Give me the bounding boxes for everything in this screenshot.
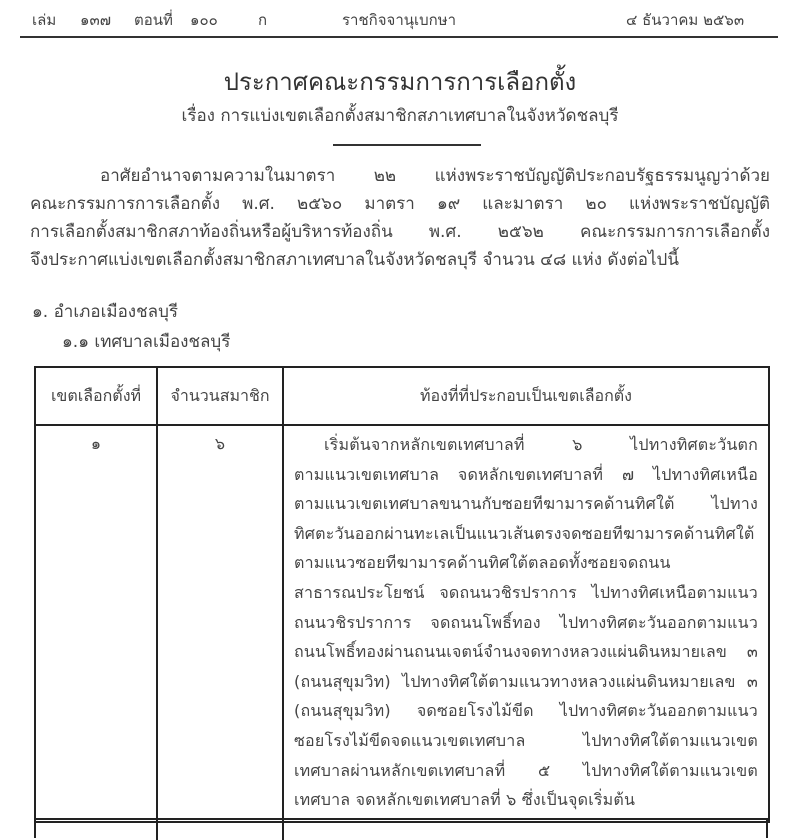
description-line: (ถนนสุขุมวิท) จดซอยโรงไม้ขีด ไปทางทิศตะวันออกตามแนว (294, 701, 758, 721)
header-divider (20, 36, 778, 38)
description-line: ถนนโพธิ์ทองผ่านถนนเจตน์จำนงจดทางหลวงแผ่นดินหมายเลข ๓ (294, 642, 758, 662)
publication-name: ราชกิจจานุเบกษา (342, 11, 457, 29)
table-row (35, 425, 769, 822)
description-line: ตามแนวเขตเทศบาลขนานกับซอยทีฆามารคด้านทิศใต้ ไปทาง (294, 494, 758, 514)
header-area: ท้องที่ที่ประกอบเป็นเขตเลือกตั้ง (283, 367, 769, 425)
electoral-zone-table (34, 366, 770, 823)
section-letter: ก (258, 11, 268, 29)
header-zone: เขตเลือกตั้งที่ (35, 367, 157, 425)
header-members: จำนวนสมาชิก (157, 367, 283, 425)
zone-number: ๑ (35, 425, 157, 822)
description-line: ซอยโรงไม้ขีดจดแนวเขตเทศบาล ไปทางทิศใต้ตามแนวเขต (294, 730, 758, 750)
description-line: ถนนวชิรปราการ จดถนนโพธิ์ทอง ไปทางทิศตะวันออกตามแนว (294, 612, 758, 632)
announcement-subject: เรื่อง การแบ่งเขตเลือกตั้งสมาชิกสภาเทศบาลในจังหวัดชลบุรี (181, 106, 619, 126)
preamble-line: อาศัยอำนาจตามความในมาตรา ๒๒ แห่งพระราชบัญญัติประกอบรัฐธรรมนูญว่าด้วย (100, 166, 770, 186)
description-line: เทศบาลผ่านหลักเขตเทศบาลที่ ๕ ไปทางทิศใต้ตามแนวเขต (294, 760, 758, 780)
issue-number: ๑๐๐ (190, 11, 218, 29)
preamble-paragraph (30, 162, 770, 274)
member-count: ๖ (157, 425, 283, 822)
next-table-row-partial (34, 818, 768, 838)
publication-date: ๔ ธันวาคม ๒๕๖๓ (626, 11, 745, 29)
table-header-row (35, 367, 769, 425)
preamble-line: คณะกรรมการการเลือกตั้ง พ.ศ. ๒๕๖๐ มาตรา ๑๙ และมาตรา ๒๐ แห่งพระราชบัญญัติ (30, 194, 770, 214)
issue-label: ตอนที่ (134, 11, 173, 29)
description-line: สาธารณประโยชน์ จดถนนวชิรปราการ ไปทางทิศเหนือตามแนว (294, 582, 758, 602)
volume-number: ๑๓๗ (80, 11, 112, 29)
description-line: (ถนนสุขุมวิท) ไปทางทิศใต้ตามแนวทางหลวงแผ่นดินหมายเลข ๓ (294, 671, 758, 691)
description-line: ทิศตะวันออกผ่านทะเลเป็นแนวเส้นตรงจดซอยทีฆามารคด้านทิศใต้ (294, 523, 755, 543)
description-line: ตามแนวเขตเทศบาล จดหลักเขตเทศบาลที่ ๗ ไปทางทิศเหนือ (294, 464, 758, 484)
district-heading: ๑. อำเภอเมืองชลบุรี (32, 302, 178, 322)
column-divider (282, 820, 284, 840)
preamble-line: การเลือกตั้งสมาชิกสภาท้องถิ่นหรือผู้บริหารท้องถิ่น พ.ศ. ๒๕๖๒ คณะกรรมการการเลือกตั้ง (30, 222, 770, 242)
zone-area-description (283, 425, 769, 822)
column-divider (156, 820, 158, 840)
description-line: เทศบาล จดหลักเขตเทศบาลที่ ๖ ซึ่งเป็นจุดเริ่มต้น (294, 790, 636, 810)
description-line: ตามแนวซอยทีฆามารคด้านทิศใต้ตลอดทั้งซอยจดถนน (294, 553, 671, 573)
preamble-line: จึงประกาศแบ่งเขตเลือกตั้งสมาชิกสภาเทศบาลในจังหวัดชลบุรี จำนวน ๔๘ แห่ง ดังต่อไปนี้ (30, 250, 679, 270)
description-line: เริ่มต้นจากหลักเขตเทศบาลที่ ๖ ไปทางทิศตะวันตก (324, 435, 758, 454)
volume-label: เล่ม (32, 11, 57, 29)
gazette-header (30, 6, 780, 32)
title-divider (333, 144, 481, 146)
municipality-heading: ๑.๑ เทศบาลเมืองชลบุรี (62, 332, 231, 352)
announcement-title: ประกาศคณะกรรมการการเลือกตั้ง (223, 68, 577, 96)
